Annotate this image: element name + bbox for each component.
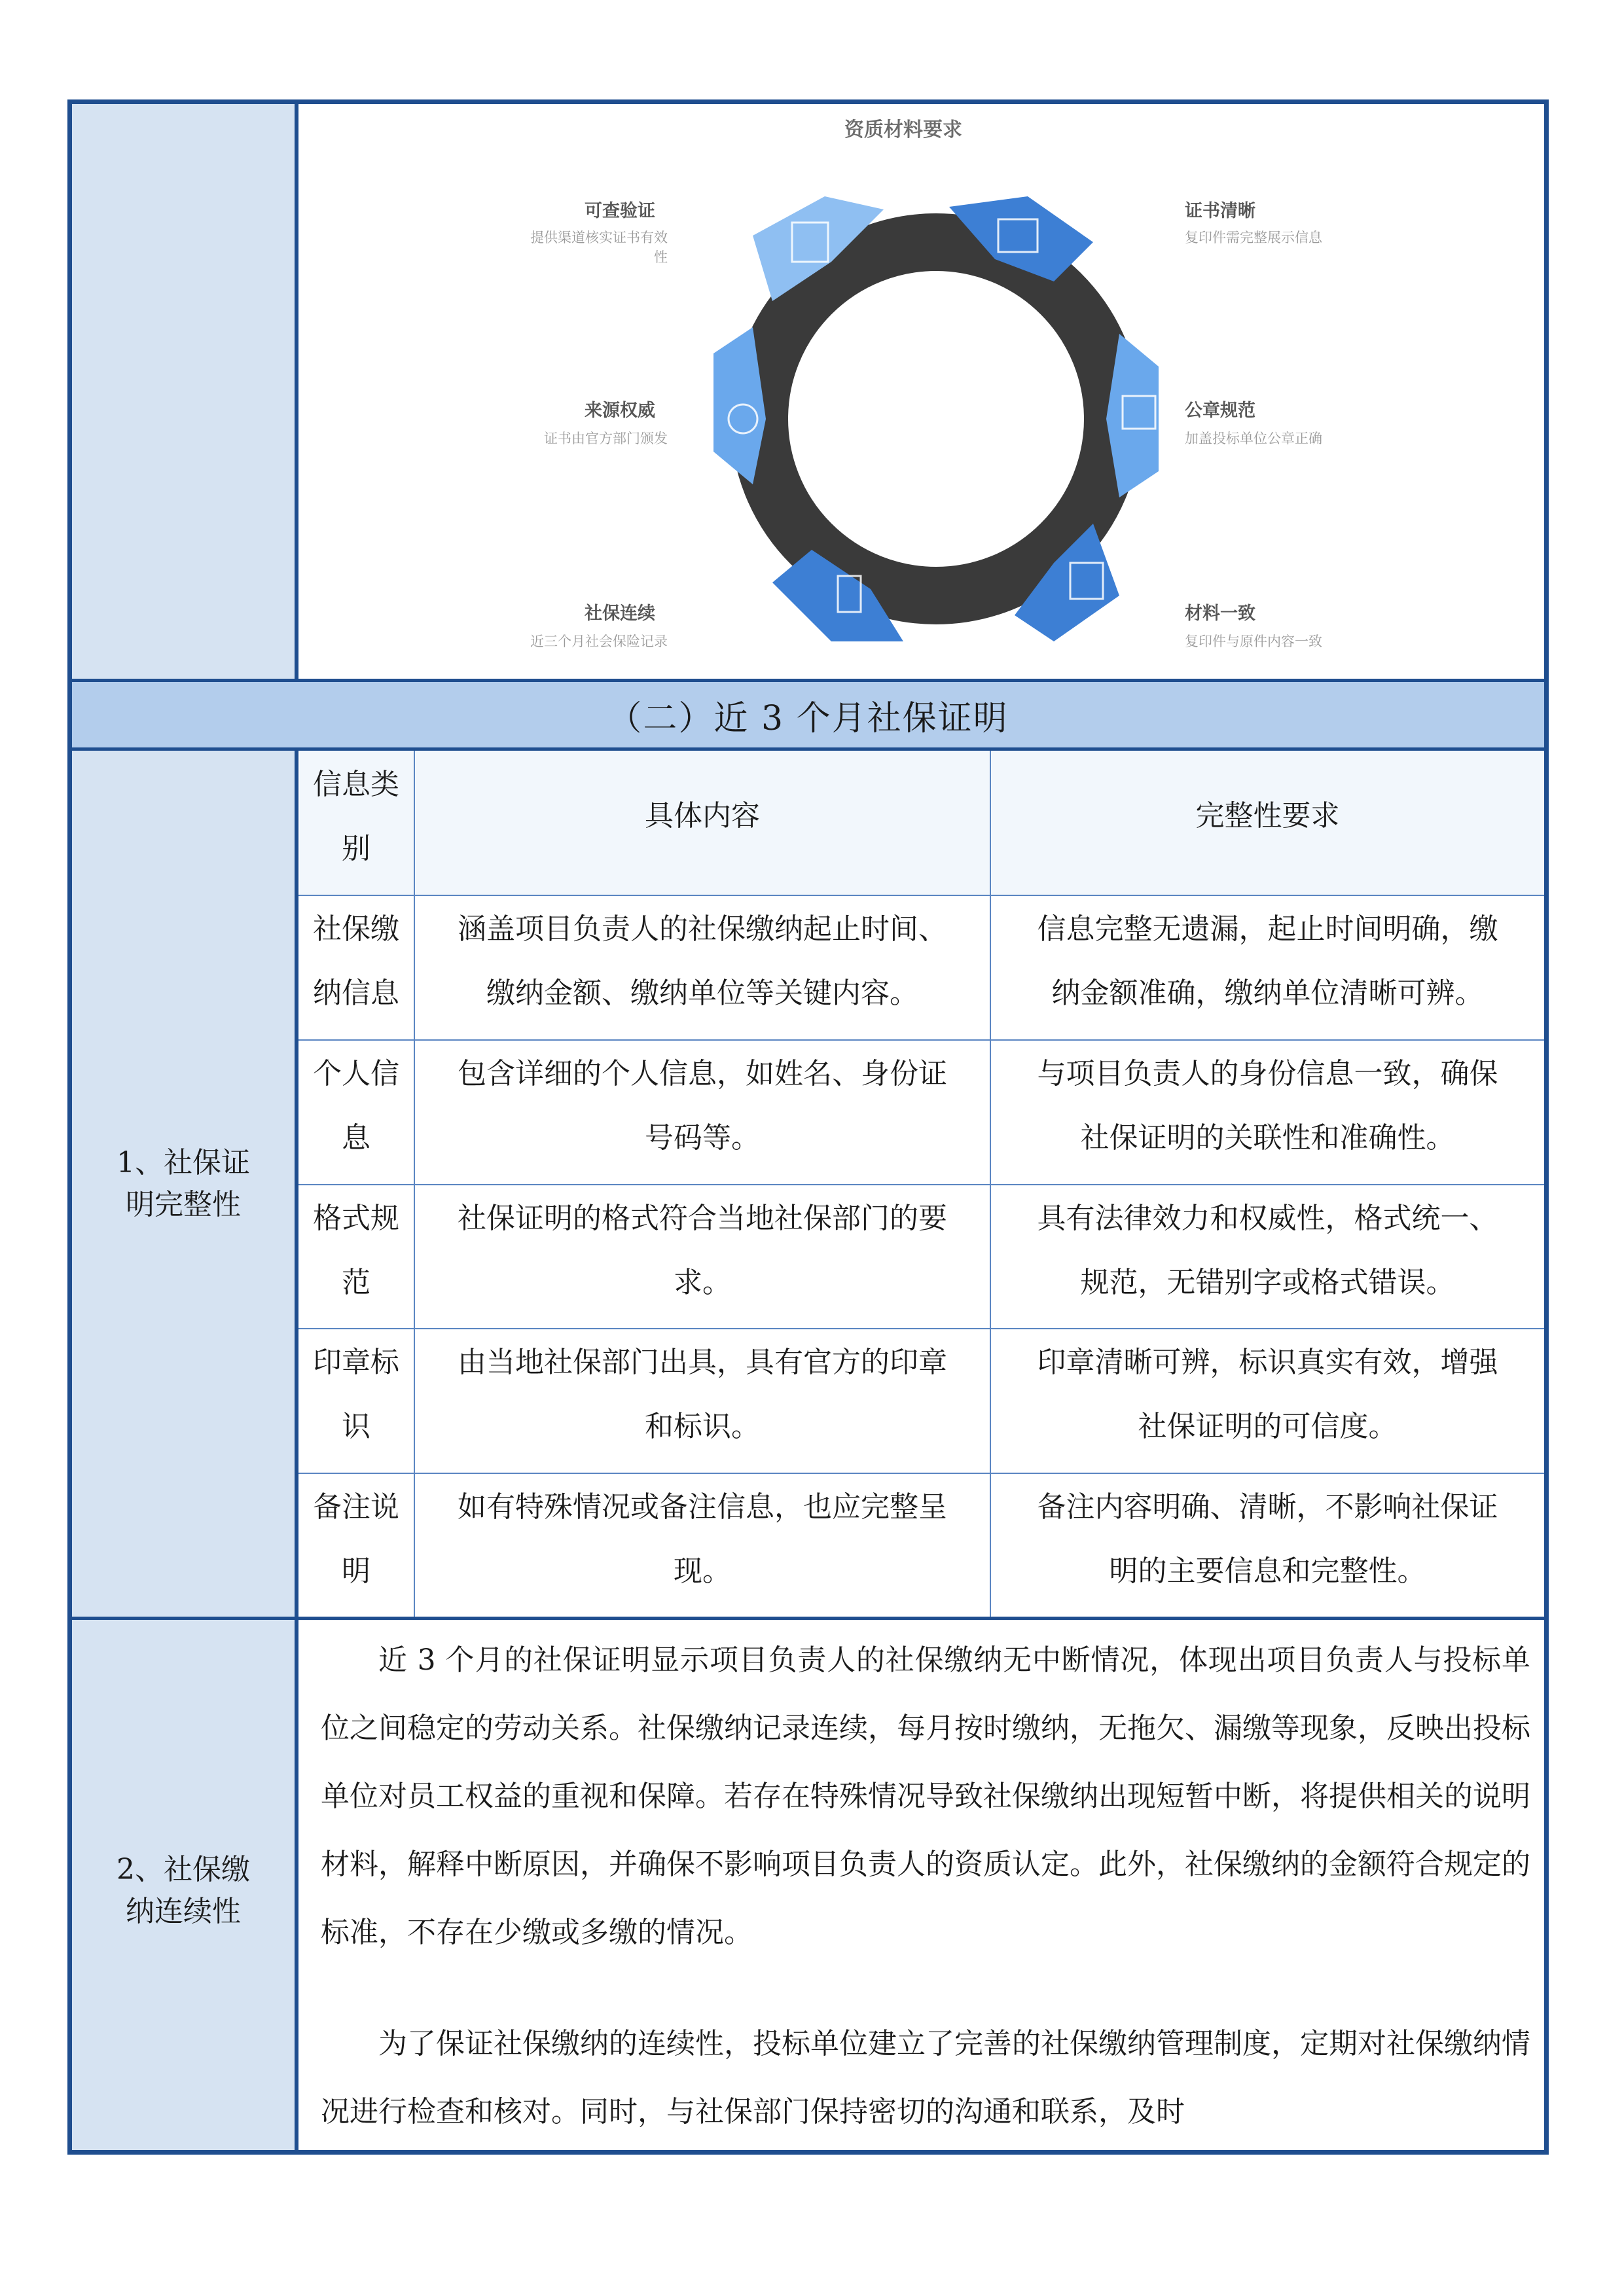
section-title: （二）近 3 个月社保证明	[607, 698, 1009, 738]
header-content: 具体内容	[645, 799, 760, 833]
rule-between-sections	[72, 1617, 1544, 1620]
section1-label-line1: 1、社保证	[117, 1146, 250, 1179]
header-category-line2: 别	[342, 832, 370, 865]
section2-label-line2: 纳连续性	[126, 1895, 241, 1928]
diagram-label-continuity: 社保连续	[585, 603, 655, 624]
table-row-line-5	[298, 1473, 1544, 1474]
section2-label-line1: 2、社保缴	[117, 1853, 250, 1886]
table-row-2-requirement: 与项目负责人的身份信息一致，确保 社保证明的关联性和准确性。	[1037, 1057, 1498, 1155]
header-category	[298, 753, 414, 895]
table-row-3-content: 社保证明的格式符合当地社保部门的要 求。	[458, 1202, 947, 1299]
section2-paragraph-1: 近 3 个月的社保证明显示项目负责人的社保缴纳无中断情况，体现出项目负责人与投标单位之间稳定的劳动关系。社保缴纳记录连续，每月按时缴纳，无拖欠、漏缴等现象，反映出投标单位对员工权益的重视和保障。若存在特殊情况导致社保缴纳出现短暂中断，将提供相关的说明材料，解释中断原因，并确保不影响项目负责人的资质认定。此外，社保缴纳的金额符合规定的标准，不存在少缴或多缴的情况。	[321, 1643, 1530, 1949]
table-row-5-content: 如有特殊情况或备注信息，也应完整呈 现。	[458, 1490, 947, 1588]
header-requirement: 完整性要求	[1195, 799, 1340, 833]
section2-label	[72, 1849, 295, 1933]
table-row-1-requirement: 信息完整无遗漏，起止时间明确，缴 纳金额准确，缴纳单位清晰可辨。	[1037, 912, 1498, 1010]
diagram-title: 资质材料要求	[844, 118, 962, 141]
diagram-label-verify: 可查验证	[585, 201, 655, 221]
ring-base	[759, 242, 1113, 596]
table-row-4-category: 印章标 识	[313, 1346, 399, 1443]
diagram-desc-consistency: 复印件与原件内容一致	[1185, 634, 1322, 649]
table-row-3-requirement: 具有法律效力和权威性，格式统一、 规范，无错别字或格式错误。	[1037, 1202, 1498, 1299]
table-row-1-content: 涵盖项目负责人的社保缴纳起止时间、 缴纳金额、缴纳单位等关键内容。	[458, 912, 947, 1010]
diagram-label-authority: 来源权威	[585, 401, 655, 421]
ring-diagram	[687, 170, 1185, 668]
table-row-3-category: 格式规 范	[313, 1202, 399, 1299]
table-row-4-requirement: 印章清晰可辨，标识真实有效，增强 社保证明的可信度。	[1037, 1346, 1498, 1443]
diagram-desc-verify: 提供渠道核实证书有效性	[530, 230, 668, 265]
diagram-desc-clarity: 复印件需完整展示信息	[1185, 230, 1322, 245]
section-title-bar	[72, 682, 1544, 747]
section1-label	[72, 1142, 295, 1226]
section2-paragraph-2: 为了保证社保缴纳的连续性，投标单位建立了完善的社保缴纳管理制度，定期对社保缴纳情况进行检查和核对。同时，与社保部门保持密切的沟通和联系，及时	[321, 2027, 1530, 2128]
diagram-label-seal: 公章规范	[1185, 401, 1255, 421]
diagram-label-clarity: 证书清晰	[1185, 201, 1255, 221]
left-cell-diagram	[72, 104, 295, 682]
diagram-label-consistency: 材料一致	[1185, 603, 1255, 624]
table-row-2-content: 包含详细的个人信息，如姓名、身份证 号码等。	[458, 1057, 947, 1155]
table-row-1-category: 社保缴 纳信息	[313, 912, 399, 1010]
diagram-desc-seal: 加盖投标单位公章正确	[1185, 431, 1322, 446]
table-row-line-2	[298, 1039, 1544, 1041]
table-row-line-3	[298, 1184, 1544, 1185]
table-row-5-category: 备注说 明	[313, 1490, 399, 1588]
column-divider-top	[295, 104, 298, 682]
diagram-desc-continuity: 近三个月社会保险记录	[530, 634, 668, 649]
diagram-desc-authority: 证书由官方部门颁发	[544, 431, 668, 446]
table-row-4-content: 由当地社保部门出具，具有官方的印章 和标识。	[458, 1346, 947, 1443]
table-row-5-requirement: 备注内容明确、清晰，不影响社保证 明的主要信息和完整性。	[1037, 1490, 1498, 1588]
table-row-line-1	[298, 895, 1544, 896]
table-row-2-category: 个人信 息	[313, 1057, 399, 1155]
section1-label-line2: 明完整性	[126, 1188, 241, 1221]
header-category-line1: 信息类	[313, 768, 399, 801]
